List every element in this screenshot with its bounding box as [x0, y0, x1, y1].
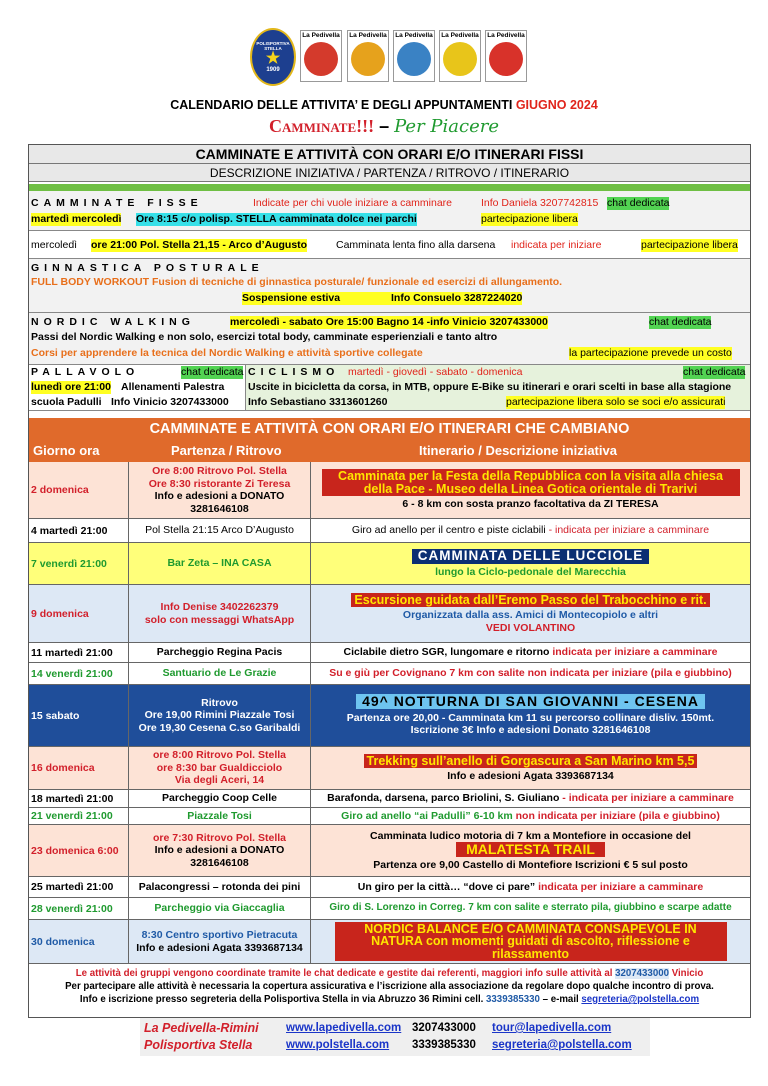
row-day: 14 venerdì 21:00	[29, 663, 129, 684]
row-description: Trekking sull’anello di Gorgascura a San Marino km 5,5 Info e adesioni Agata 3393687134	[311, 747, 750, 789]
row-description: Un giro per la città… “dove ci pare” indicata per iniziare a camminare	[357, 880, 704, 893]
pedivella-logo-1: La Pedivella	[300, 30, 342, 82]
table-row	[29, 877, 750, 898]
ginnastica-section: GINNASTICA POSTURALE FULL BODY WORKOUT Fusion di tecniche di ginnastica posturale/ funzionale ed esercizi di allungamento. Sospensione estiva Info Consuelo 3287224020	[29, 259, 750, 313]
row-start: ore 7:30 Ritrovo Pol. Stella Info e adesioni a DONATO 3281646108	[129, 825, 311, 876]
row-start: Parcheggio Coop Celle	[129, 790, 311, 807]
row-day: 2 domenica	[29, 462, 129, 518]
row-day: 23 domenica 6:00	[29, 825, 129, 876]
contact-phone: 3207433000	[412, 1022, 476, 1034]
contact-name: La Pedivella-Rimini	[144, 1021, 259, 1035]
row-day: 21 venerdì 21:00	[29, 808, 129, 824]
variable-section-header: CAMMINATE E ATTIVITÀ CON ORARI E/O ITINERARI CHE CAMBIANO	[29, 418, 750, 440]
stella-logo-name: POLISPORTIVA STELLA	[256, 41, 290, 51]
table-row	[29, 790, 750, 808]
row-day: 25 martedì 21:00	[29, 877, 129, 897]
row-day: 9 domenica	[29, 585, 129, 642]
pedivella-logo-2: La Pedivella	[347, 30, 389, 82]
stella-logo-year: 1909	[266, 67, 280, 73]
row-start: Bar Zeta – INA CASA	[129, 543, 311, 584]
row-description: Giro ad anello per il centro e piste ciclabili - indicata per iniziare a camminare	[351, 524, 710, 537]
row-start: Ritrovo Ore 19,00 Rimini Piazzale Tosi Ore 19,30 Cesena C.so Garibaldi	[129, 685, 311, 746]
table-row	[29, 543, 750, 585]
row-day: 30 domenica	[29, 920, 129, 963]
row-description: Camminata ludico motoria di 7 km a Montefiore in occasione del MALATESTA TRAIL Partenza ore 9,00 Castello di Montefiore Iscrizioni € 5 sul posto	[370, 829, 691, 871]
table-row	[29, 825, 750, 877]
fixed-section-header: CAMMINATE E ATTIVITÀ CON ORARI E/O ITINERARI FISSI	[29, 145, 750, 164]
row-start: Parcheggio via Giaccaglia	[129, 898, 311, 919]
row-start: Santuario de Le Grazie	[129, 663, 311, 684]
row-day: 15 sabato	[29, 685, 129, 746]
table-row	[29, 519, 750, 543]
row-description: 49^ NOTTURNA DI SAN GIOVANNI - CESENA Partenza ore 20,00 - Camminata km 11 su percorso collinare disliv. 150mt. Iscrizione 3€ Info e adesioni Donato 3281646108	[346, 693, 715, 737]
row-start: Parcheggio Regina Pacis	[129, 643, 311, 662]
contacts-box	[140, 1018, 650, 1056]
row-description: NORDIC BALANCE E/O CAMMINATA CONSAPEVOLE IN NATURA con momenti guidati di ascolto, riflessione e rilassamento	[311, 920, 750, 963]
table-row	[29, 898, 750, 920]
row-start: Palacongressi – rotonda dei pini	[129, 877, 311, 897]
nordic-walking-section: NORDIC WALKING mercoledì - sabato Ore 15:00 Bagno 14 -info Vinicio 3207433000 chat dedicata Passi del Nordic Walking e non solo, esercizi total body, camminate esperienziali e tanto altro Corsi per apprendere la tecnica del Nordic Walking e attività sportive collegate la partecipazione prevede un costo	[29, 313, 750, 365]
column-header: Itinerario / Descrizione iniziativa	[419, 443, 617, 458]
table-row	[29, 808, 750, 825]
mercoledi-section: mercoledì ore 21:00 Pol. Stella 21,15 - Arco d’Augusto Camminata lenta fino alla darsena indicata per iniziare partecipazione libera	[29, 231, 750, 259]
row-description: Camminata per la Festa della Repubblica con la visita alla chiesa della Pace - Museo della Linea Gotica orientale di Trarivi 6 - 8 km con sosta pranzo facoltativa da ZI TERESA	[311, 462, 750, 518]
polisportiva-stella-logo	[250, 28, 296, 86]
divider	[29, 184, 750, 191]
website-link[interactable]: www.polstella.com	[286, 1039, 390, 1051]
table-row	[29, 663, 750, 685]
row-description: Su e giù per Covignano 7 km con salite non indicata per iniziare (pila e giubbino)	[329, 667, 732, 680]
row-start: Info Denise 3402262379 solo con messaggi WhatsApp	[129, 585, 311, 642]
table-row	[29, 462, 750, 519]
row-description: Ciclabile dietro SGR, lungomare e ritorno indicata per iniziare a camminare	[343, 646, 718, 659]
row-day: 16 domenica	[29, 747, 129, 789]
website-link[interactable]: www.lapedivella.com	[286, 1022, 402, 1034]
row-description: CAMMINATA DELLE LUCCIOLE lungo la Ciclo-pedonale del Marecchia	[311, 543, 750, 584]
column-header: Giorno ora	[33, 443, 100, 458]
column-header: Partenza / Ritrovo	[171, 443, 282, 458]
row-description: Barafonda, darsena, parco Briolini, S. Giuliano - indicata per iniziare a camminare	[327, 792, 734, 805]
row-description: Escursione guidata dall’Eremo Passo del Trabocchino e rit. Organizzata dalla ass. Amici di Montecopiolo e altri VEDI VOLANTINO	[311, 585, 750, 642]
row-day: 11 martedì 21:00	[29, 643, 129, 662]
row-day: 18 martedì 21:00	[29, 790, 129, 807]
table-row	[29, 685, 750, 747]
table-row	[29, 585, 750, 643]
pallavolo-ciclismo-section	[29, 365, 750, 411]
row-start: 8:30 Centro sportivo Pietracuta Info e adesioni Agata 3393687134	[129, 920, 311, 963]
row-day: 7 venerdì 21:00	[29, 543, 129, 584]
row-start: Pol Stella 21:15 Arco D’Augusto	[129, 519, 311, 542]
table-header	[29, 440, 750, 462]
row-description: Giro di S. Lorenzo in Correg. 7 km con salite e sterrato pila, giubbino e scarpe adatte	[329, 902, 732, 914]
page-title: CALENDARIO DELLE ATTIVITA’ E DEGLI APPUNTAMENTI GIUGNO 2024	[170, 98, 598, 112]
table-row	[29, 747, 750, 790]
star-icon: ★	[265, 50, 281, 67]
row-start: Piazzale Tosi	[129, 808, 311, 824]
email-link[interactable]: tour@lapedivella.com	[492, 1022, 612, 1034]
ciclismo-cell: CICLISMO martedì - giovedì - sabato - domenica chat dedicata Uscite in bicicletta da corsa, in MTB, oppure E-Bike su itinerari e orari scelti in base alla stagione Info Sebastiano 3313601260 partecipazione libera solo se soci e/o assicurati	[246, 365, 750, 410]
fixed-section-subheader: DESCRIZIONE INIZIATIVA / PARTENZA / RITROVO / ITINERARIO	[29, 164, 750, 182]
row-day: 28 venerdì 21:00	[29, 898, 129, 919]
camminate-fisse-section: CAMMINATE FISSE Indicate per chi vuole iniziare a camminare Info Daniela 3207742815 chat dedicata martedì mercoledì Ore 8:15 c/o polisp. STELLA camminata dolce nei parchi partecipazione libera	[29, 191, 750, 231]
pedivella-logo-4: La Pedivella	[439, 30, 481, 82]
contact-phone: 3339385330	[412, 1039, 476, 1051]
row-start: ore 8:00 Ritrovo Pol. Stella ore 8:30 bar Gualdicciolo Via degli Aceri, 14	[129, 747, 311, 789]
table-row	[29, 920, 750, 964]
footer-note-1: Le attività dei gruppi vengono coordinate tramite le chat dedicate e gestite dai referenti, maggiori info sulle attività al 3207433000 Vinicio	[75, 968, 704, 979]
pedivella-logo-5: La Pedivella	[485, 30, 527, 82]
row-start: Ore 8:00 Ritrovo Pol. Stella Ore 8:30 ristorante Zi Teresa Info e adesioni a DONATO 3281646108	[129, 462, 311, 518]
pallavolo-cell: PALLAVOLO chat dedicata lunedì ore 21:00 Allenamenti Palestra scuola Padulli Info Vinicio 3207433000	[29, 365, 246, 410]
row-description: Giro ad anello “ai Padulli” 6-10 km non indicata per iniziare (pila e giubbino)	[341, 809, 720, 822]
pedivella-logo-3: La Pedivella	[393, 30, 435, 82]
table-row	[29, 643, 750, 663]
footer-email-link[interactable]: segreteria@polstella.com	[581, 994, 700, 1005]
row-day: 4 martedì 21:00	[29, 519, 129, 542]
footer-note-2: Per partecipare alle attività è necessaria la copertura assicurativa e l’iscrizione alla associazione da regolare dopo qualche incontro di prova.	[65, 981, 714, 992]
email-link[interactable]: segreteria@polstella.com	[492, 1039, 632, 1051]
page-subtitle: Camminate!!! – Per Piacere	[268, 116, 499, 137]
contact-name: Polisportiva Stella	[144, 1038, 253, 1052]
footer-note-3: Info e iscrizione presso segreteria della Polisportiva Stella in via Abruzzo 36 Rimini cell. 3339385330 – e-mail segreteria@polstella.com	[79, 994, 700, 1005]
